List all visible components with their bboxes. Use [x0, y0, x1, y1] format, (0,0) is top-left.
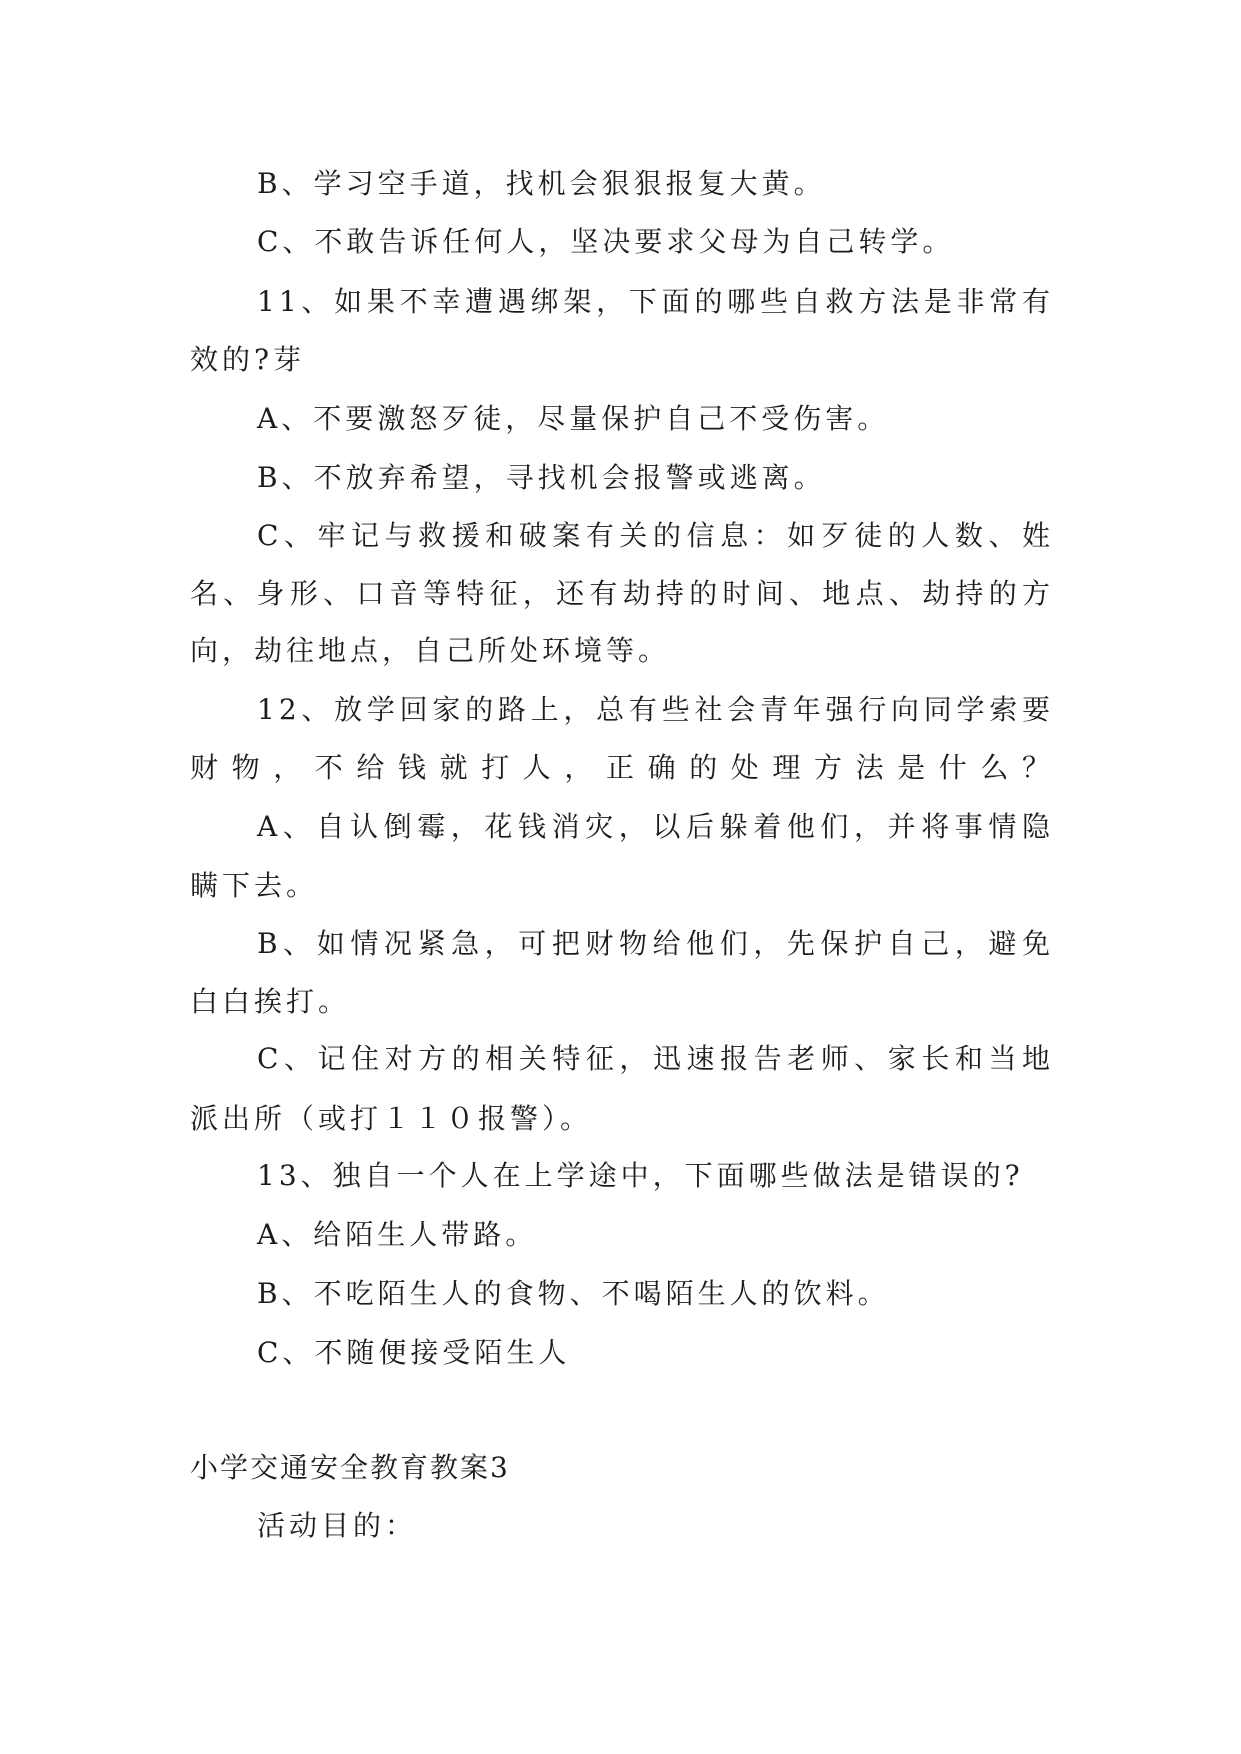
q11-option-c-line-1: C、牢记与救援和破案有关的信息：如歹徒的人数、姓	[257, 519, 1054, 552]
question-11-line-1: 11、如果不幸遭遇绑架，下面的哪些自救方法是非常有	[257, 285, 1054, 318]
q12-option-a-line-1: A、自认倒霉，花钱消灾，以后躲着他们，并将事情隐	[257, 810, 1054, 843]
q11-option-c-line-2: 名、身形、口音等特征，还有劫持的时间、地点、劫持的方	[190, 577, 1054, 610]
q12-option-c-line-2: 派出所（或打１１０报警）。	[190, 1102, 593, 1135]
q11-option-c-line-3: 向，劫往地点，自己所处环境等。	[190, 634, 671, 667]
q13-option-c: C、不随便接受陌生人	[257, 1336, 571, 1369]
q10-option-c: C、不敢告诉任何人，坚决要求父母为自己转学。	[257, 225, 955, 258]
question-12-line-2: 财物，不给钱就打人，正确的处理方法是什么？	[190, 751, 1054, 784]
q12-option-c-line-1: C、记住对方的相关特征，迅速报告老师、家长和当地	[257, 1042, 1054, 1075]
q12-option-b-line-2: 白白挨打。	[190, 985, 351, 1018]
q13-option-b: B、不吃陌生人的食物、不喝陌生人的饮料。	[257, 1277, 890, 1310]
q12-option-a-line-2: 瞒下去。	[190, 869, 319, 902]
question-12-line-1: 12、放学回家的路上，总有些社会青年强行向同学索要	[257, 693, 1054, 726]
q12-option-b-line-1: B、如情况紧急，可把财物给他们，先保护自己，避免	[257, 927, 1054, 960]
q10-option-b: B、学习空手道，找机会狠狠报复大黄。	[257, 167, 826, 200]
question-11-line-2: 效的?芽	[190, 343, 306, 376]
q13-option-a: A、给陌生人带路。	[257, 1218, 538, 1251]
section-title: 小学交通安全教育教案3	[190, 1451, 510, 1484]
q11-option-a: A、不要激怒歹徒，尽量保护自己不受伤害。	[257, 402, 890, 435]
question-13: 13、独自一个人在上学途中，下面哪些做法是错误的?	[257, 1159, 1024, 1192]
section-subheading: 活动目的：	[257, 1509, 418, 1542]
q11-option-b: B、不放弃希望，寻找机会报警或逃离。	[257, 461, 826, 494]
